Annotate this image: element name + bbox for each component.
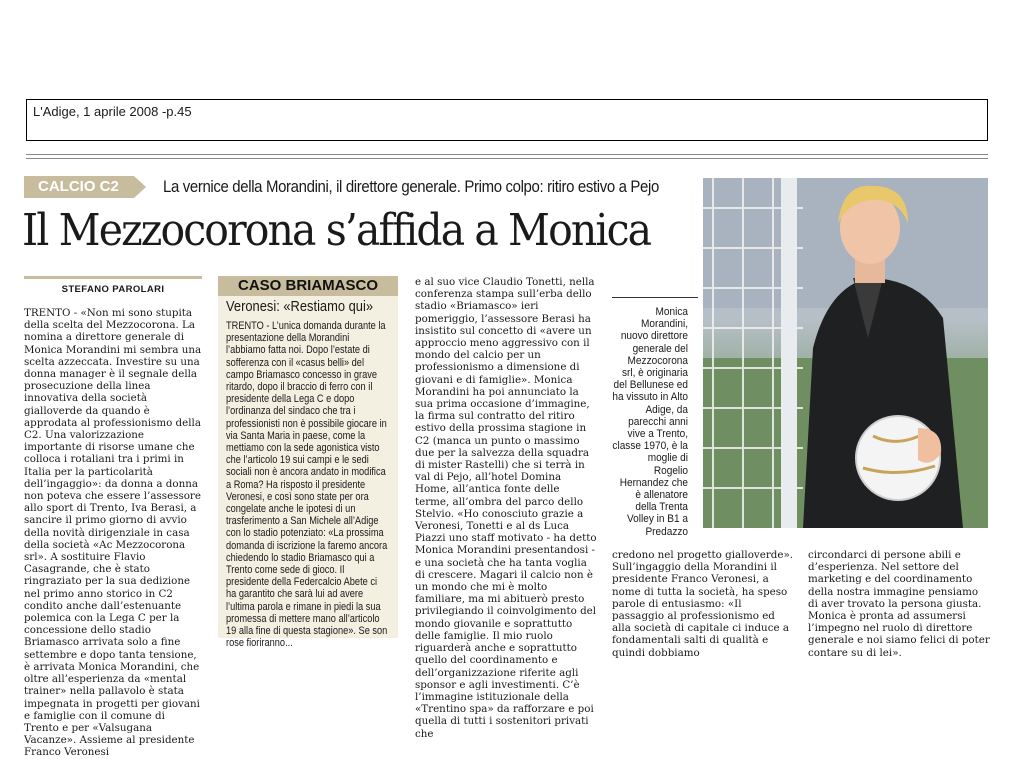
article-column-5 xyxy=(808,549,990,659)
source-label: L'Adige, 1 aprile 2008 -p.45 xyxy=(33,104,192,119)
portrait-illustration xyxy=(703,178,988,528)
source-box xyxy=(26,99,988,141)
divider-bottom xyxy=(26,158,988,159)
article-text: TRENTO - «Non mi sono stupita della scelta del Mezzocorona. La nomina a direttore generale di Monica Morandini mi sembra una scelta azzeccata. Investire su una donna manager è il segnale della prosecuzione della linea innovativa della società gialloverde da quando è approdata al professionismo della C2. Una valorizzazione importante di risorse umane che colloca i rotaliani tra i primi in Italia per la particolarità dell’ingaggio»: da donna a donna non poteva che essere l’assessore allo sport di Trento, Iva Berasi, a sancire il primo giorno di avvio della novità dirigenziale in casa della società «Ac Mezzocorona srl». A sostituire Flavio Casagrande, che è stato ringraziato per la sua dedizione nel primo anno storico in C2 condito anche dall’estenuante polemica con la Lega C per la concessione dello stadio Briamasco arrivata solo a fine settembre e dopo tanta tensione, è arrivata Monica Morandini, che oltre all’esperienza da «mental trainer» nella pallavolo è stata impegnata in progetti per giovani e famiglie con il comune di Trento e per «Valsugana Vacanze». Assieme al presidente Franco Veronesi xyxy=(24,307,202,759)
sidebar-subtitle: Veronesi: «Restiamo qui» xyxy=(226,298,374,315)
divider-top xyxy=(26,154,988,155)
article-text: circondarci di persone abili e d’esperienza. Nel settore del marketing e del coordinamento della nostra immagine pensiamo di aver trovato la persona giusta. Monica è pronta ad assumersi l’impegno nel ruolo di direttore generale e noi siamo felici di poter contare su di lei». xyxy=(808,549,990,659)
section-kicker: CALCIO C2 xyxy=(24,176,134,198)
article-column-3 xyxy=(415,276,597,740)
byline-rule xyxy=(24,276,202,279)
photo-caption: Monica Morandini, nuovo direttore generale del Mezzocorona srl, è originaria del Bellunese ed ha vissuto in Alto Adige, da parecchi anni vive a Trento, classe 1970, è la moglie di Rogelio Hernandez che è allenatore della Trenta Volley in B1 a Predazzo xyxy=(612,306,688,538)
headline: Il Mezzocorona s’affida a Monica xyxy=(22,205,651,256)
caption-rule xyxy=(612,297,698,298)
article-column-4 xyxy=(612,549,795,659)
article-text: credono nel progetto gialloverde». Sull’ingaggio della Morandini il presidente Franco Veronesi, a nome di tutta la società, ha speso parole di entusiasmo: «Il passaggio al professionismo ed alla società di capitale ci induce a fondamentali salti di qualità e quindi dobbiamo xyxy=(612,549,794,659)
sidebar-box xyxy=(218,276,398,650)
article-column-1 xyxy=(24,307,202,759)
sidebar-title: CASO BRIAMASCO xyxy=(218,276,398,296)
sidebar-body: TRENTO - L’unica domanda durante la presentazione della Morandini l’abbiamo fatta noi. Dopo l’estate di sofferenza con il «casus belli» del campo Briamasco concesso in grave ritardo, dopo il braccio di ferro con il presidente della Lega C e dopo l’ordinanza del sindaco che tra i professionisti non è possibile giocare in via Santa Maria in paese, come la mettiamo con la sede agonistica visto che l’articolo 19 sui campi e le sedi sociali non è ancora andato in modifica a Roma? Ha risposto il presidente Veronesi, e così sono state per ora congelate anche le ipotesi di un trasferimento a San Michele all’Adige con lo stadio potenziato: «La prossima domanda di iscrizione la faremo ancora chiedendo lo stadio Briamasco qui a Trento come sede di gioco. Il presidente della Federcalcio Abete ci ha garantito che sarà lui ad avere l’ultima parola e rimane in piedi la sua promessa di mettere mano all’articolo 19 alla fine di questa stagione». Se son rose fioriranno... xyxy=(226,320,388,650)
kicker-arrow-icon xyxy=(134,176,146,198)
portrait-photo xyxy=(703,178,988,528)
byline: STEFANO PAROLARI xyxy=(61,284,165,295)
subheadline: La vernice della Morandini, il direttore generale. Primo colpo: ritiro estivo a Pejo xyxy=(163,177,659,196)
article-text: e al suo vice Claudio Tonetti, nella conferenza stampa sull’erba dello stadio «Briamasco» ieri pomeriggio, l’assessore Berasi ha insistito sul concetto di «avere un approccio meno aggressivo con il mondo del calcio per un professionismo a dimensione di giovani e di famiglie». Monica Morandini ha poi annunciato la sua prima occasione d’immagine, la firma sul contratto del ritiro estivo della prossima stagione in C2 (manca un punto o massimo due per la salvezza della squadra di mister Rastelli) che si terrà in val di Pejo, all’hotel Domina Home, all’antica fonte delle terme, all’ombra del parco dello Stelvio. «Ho conosciuto grazie a Veronesi, Tonetti e al ds Luca Piazzi uno staff motivato - ha detto Monica Morandini presentandosi - e una società che ha tanta voglia di crescere. Magari il calcio non è un mondo che mi è molto familiare, ma mi abituerò presto privilegiando il coinvolgimento del mondo giovanile e soprattutto delle famiglie. Il mio ruolo riguarderà anche e soprattutto quello del coordinamento e dell’organizzazione riferite agli sponsor e agli investimenti. C’è l’immagine istituzionale della «Trentino spa» da rafforzare e poi quella di tutti i sostenitori privati che xyxy=(415,276,597,740)
